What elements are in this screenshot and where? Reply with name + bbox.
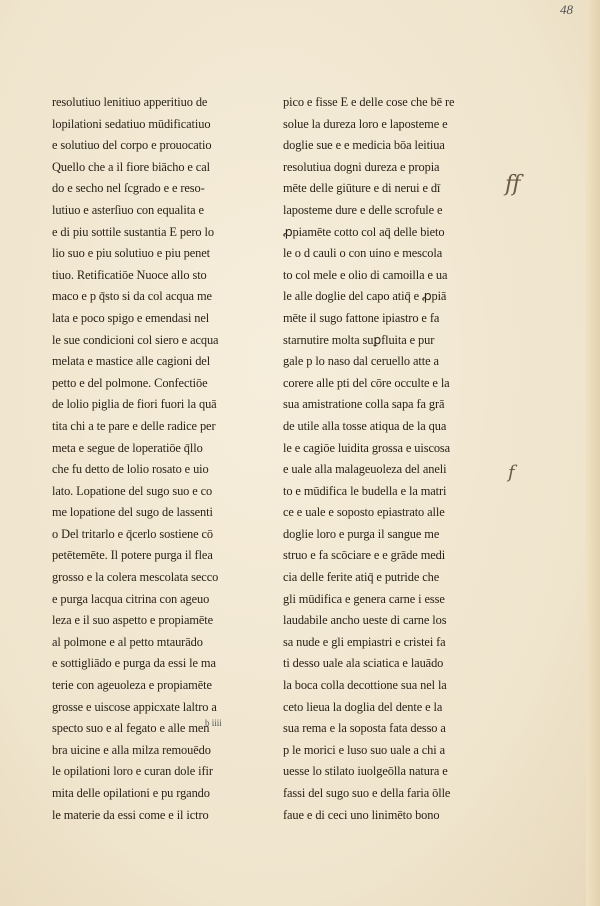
text-line: maco e p q̄sto si da col acqua me [52, 289, 212, 304]
text-line: doglie loro e purga il sangue me [283, 526, 440, 541]
text-line: meta e segue de loperatiōe q̄llo [52, 440, 203, 455]
text-line: ce e uale e soposto epiastrato alle [283, 505, 445, 520]
text-line: e di piu sottile sustantia E pero lo [52, 224, 214, 239]
folio-number: 48 [560, 2, 573, 17]
text-line: faue e di ceci uno linimēto bono [283, 807, 440, 822]
text-line: struo e fa scōciare e e grāde medi [283, 548, 446, 563]
text-line: specto suo e al fegato e alle men [52, 721, 210, 736]
text-line: mēte il sugo fattone ipiastro e fa [283, 310, 440, 325]
text-line: terie con ageuoleza e propiamēte [52, 678, 212, 693]
text-line: e uale alla malageuoleza del aneli [283, 462, 447, 477]
text-line: fassi del sugo suo e della faria ōlle [283, 786, 451, 800]
text-line: to col mele e olio di camoilla e ua [283, 267, 448, 282]
text-line: sa nude e gli empiastri e cristei fa [283, 634, 446, 649]
text-line: petētemēte. Il potere purga il flea [52, 548, 213, 563]
text-line: mita delle opilationi e pu rgando [52, 786, 210, 800]
text-line: sua rema e la soposta fata desso a [283, 721, 446, 736]
text-line: petto e del polmone. Confectiōe [52, 375, 208, 390]
text-line: lutiuo e asterſiuo con equalita e [52, 202, 204, 217]
margin-annotation: f [508, 462, 515, 483]
text-line: resolutiua dogni dureza e propia [283, 159, 440, 174]
text-line: le o d cauli o con uino e mescola [283, 246, 443, 261]
text-line: tita chi a te pare e delle radice per [52, 418, 216, 433]
text-line: Quello che a il fiore biācho e cal [52, 159, 210, 174]
text-line: melata e mastice alle cagioni del [52, 354, 211, 369]
right-text-column [283, 92, 483, 826]
text-line: e sottigliādo e purga da essi le ma [52, 656, 216, 671]
text-line: le opilationi loro e curan dole ifir [52, 764, 213, 779]
text-line: doglie sue e e medicia bōa leitiua [283, 138, 445, 153]
text-line: le materie da essi come e il ictro [52, 807, 209, 822]
text-line: to e mūdifica le budella e la matri [283, 483, 447, 498]
text-line: grosso e la colera mescolata secco [52, 570, 219, 585]
text-line: resolutiuo lenitiuo apperitiuo de [52, 95, 208, 109]
text-line: e purga lacqua citrina con ageuo [52, 591, 210, 606]
text-line: ceto lieua la doglia del dente e la [283, 699, 443, 714]
text-line: me lopatione del sugo de lassenti [52, 505, 213, 520]
text-line: le e cagiōe luidita grossa e uiscosa [283, 440, 451, 455]
text-line: le sue condicioni col siero e acqua [52, 332, 219, 347]
text-line: o Del tritarlo e q̄cerlo sostiene cō [52, 526, 213, 541]
text-line: al polmone e al petto mtaurādo [52, 634, 203, 649]
signature-mark: b iiii [205, 718, 222, 728]
text-line: lio suo e piu solutiuo e piu penet [52, 246, 211, 261]
text-line: do e secho nel ſcgrado e e reso- [52, 181, 205, 196]
text-line: gli mūdifica e genera carne i esse [283, 591, 445, 606]
text-line: lato. Lopatione del sugo suo e co [52, 483, 213, 498]
text-line: de lolio piglia de fiori fuori la quā [52, 397, 217, 412]
text-line: leza e il suo aspetto e propiamēte [52, 613, 214, 628]
text-line: tiuo. Retificatiōe Nuoce allo sto [52, 267, 207, 282]
text-line: sua amistratione colla sapa fa grā [283, 397, 445, 412]
text-line: laudabile ancho ueste di carne los [283, 613, 447, 628]
text-line: grosse e uiscose appicxate laltro a [52, 699, 217, 714]
text-line: starnutire molta suꝑfluita e pur [283, 332, 435, 347]
margin-annotation: ff [505, 172, 521, 197]
text-line: che fu detto de lolio rosato e uio [52, 462, 209, 477]
text-line: e solutiuo del corpo e prouocatio [52, 138, 212, 153]
text-line: mēte delle giūture e di nerui e dī [283, 181, 441, 196]
text-line: laposteme dure e delle scrofule e [283, 202, 443, 217]
text-line: lopilationi sedatiuo mūdificatiuo [52, 116, 211, 131]
text-line: ti desso uale ala sciatica e lauādo [283, 656, 444, 671]
page-gutter-shadow [586, 0, 600, 906]
text-line: de utile alla tosse atiqua de la qua [283, 418, 447, 433]
left-text-column [52, 92, 252, 826]
text-line: p le morici e luso suo uale a chi a [283, 742, 446, 757]
text-line: gale p lo naso dal ceruello atte a [283, 354, 439, 369]
text-line: solue la dureza loro e laposteme e [283, 116, 448, 131]
text-line: bra uicine e alla milza remouēdo [52, 742, 211, 757]
text-line: corere alle pti del cōre occulte e la [283, 375, 450, 390]
text-line: le alle doglie del capo atiq̄ e ꝓpiā [283, 289, 447, 304]
text-line: ꝓpiamēte cotto col aq̄ delle bieto [283, 224, 445, 239]
text-line: la boca colla decottione sua nel la [283, 678, 447, 693]
text-line: lata e poco spigo e emendasi nel [52, 310, 210, 325]
text-line: pico e fisse E e delle cose che bē re [283, 95, 455, 109]
text-line: cia delle ferite atiq̄ e putride che [283, 570, 440, 585]
text-line: uesse lo stilato iuolgeōlla natura e [283, 764, 448, 779]
